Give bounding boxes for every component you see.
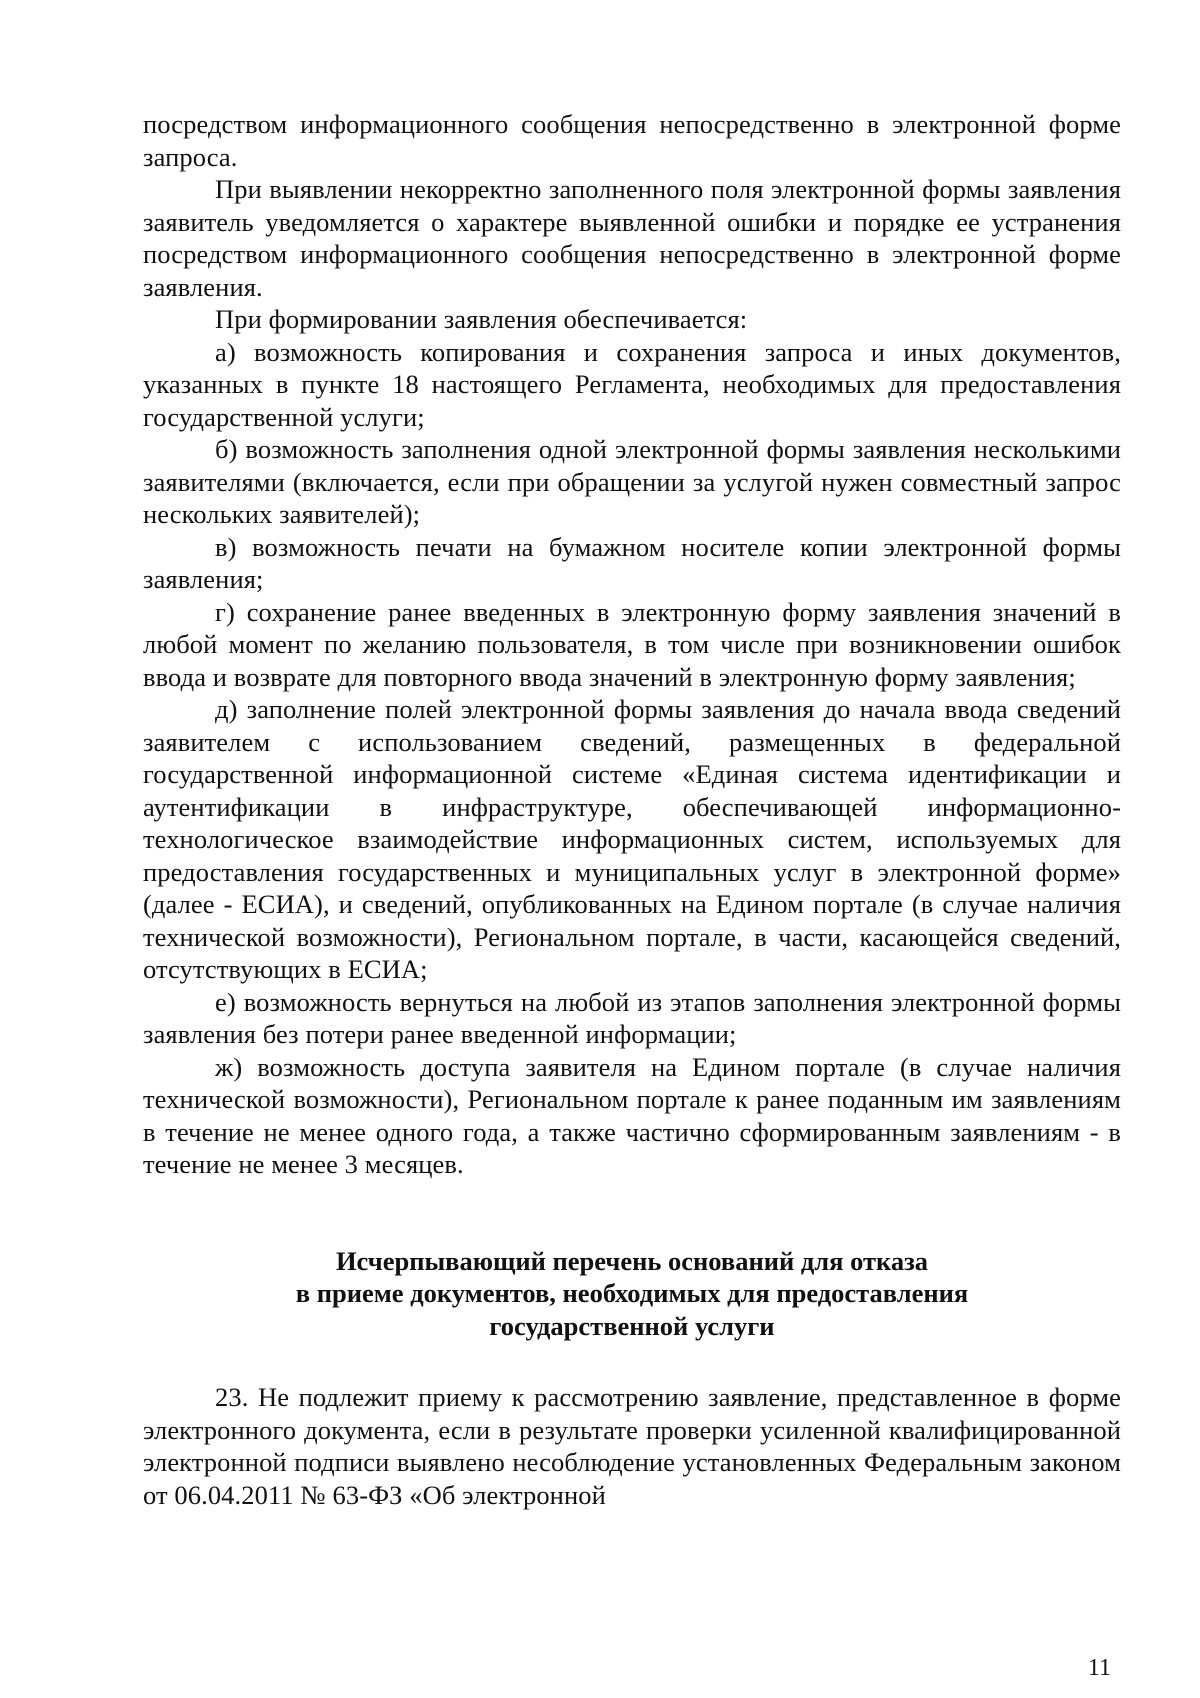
list-item-d: д) заполнение полей электронной формы заявления до начала ввода сведений заявителем с использованием сведений, размещенных в федеральной государственной информационной системе «Единая система идентификации и аутентификации в инфраструктуре, обеспечивающей информационно-технологическое взаимодействие информационных систем, используемых для предоставления государственных и муниципальных услуг в электронной форме» (далее - ЕСИА), и сведений, опубликованных на Едином портале (в случае наличия технической возможности), Региональном портале, в части, касающейся сведений, отсутствующих в ЕСИА; [143,694,1121,984]
list-item-zh: ж) возможность доступа заявителя на Едином портале (в случае наличия технической возможности), Региональном портале к ранее поданным им заявлениям в течение не менее одного года, а также частично сформированным заявлениям - в течение не менее 3 месяцев. [143,1051,1121,1179]
document-page [143,108,1121,1511]
heading-line: государственной услуги [489,1310,775,1341]
list-item-b: б) возможность заполнения одной электронной формы заявления несколькими заявителями (включается, если при обращении за услугой нужен совместный запрос нескольких заявителей); [143,434,1121,529]
paragraph: При формировании заявления обеспечивается: [215,304,748,334]
list-item-v: в) возможность печати на бумажном носителе копии электронной формы заявления; [143,531,1121,594]
heading-line: Исчерпывающий перечень оснований для отказа [335,1245,929,1276]
list-item-a: а) возможность копирования и сохранения запроса и иных документов, указанных в пункте 18 настоящего Регламента, необходимых для предоставления государственной услуги; [143,336,1121,432]
list-item-g: г) сохранение ранее введенных в электронную форму заявления значений в любой момент по желанию пользователя, в том числе при возникновении ошибок ввода и возврате для повторного ввода значений в электронную форму заявления; [143,596,1121,692]
paragraph-23: 23. Не подлежит приему к рассмотрению заявление, представленное в форме электронного документа, если в результате проверки усиленной квалифицированной электронной подписи выявлено несоблюдение установленных Федеральным законом от 06.04.2011 № 63-ФЗ «Об электронной [143,1382,1121,1510]
body-text-top [143,108,1121,1181]
body-text-bottom [143,1381,1121,1511]
page-number: 11 [1087,1655,1111,1681]
heading-line: в приеме документов, необходимых для предоставления [295,1278,969,1308]
paragraph: При выявлении некорректно заполненного поля электронной формы заявления заявитель уведомляется о характере выявленной ошибки и порядке ее устранения посредством информационного сообщения непосредственно в электронной форме заявления. [143,174,1121,302]
section-heading [143,1245,1121,1343]
paragraph: посредством информационного сообщения непосредственно в электронной форме запроса. [143,109,1121,172]
list-item-e: е) возможность вернуться на любой из этапов заполнения электронной формы заявления без потери ранее введенной информации; [143,986,1121,1049]
